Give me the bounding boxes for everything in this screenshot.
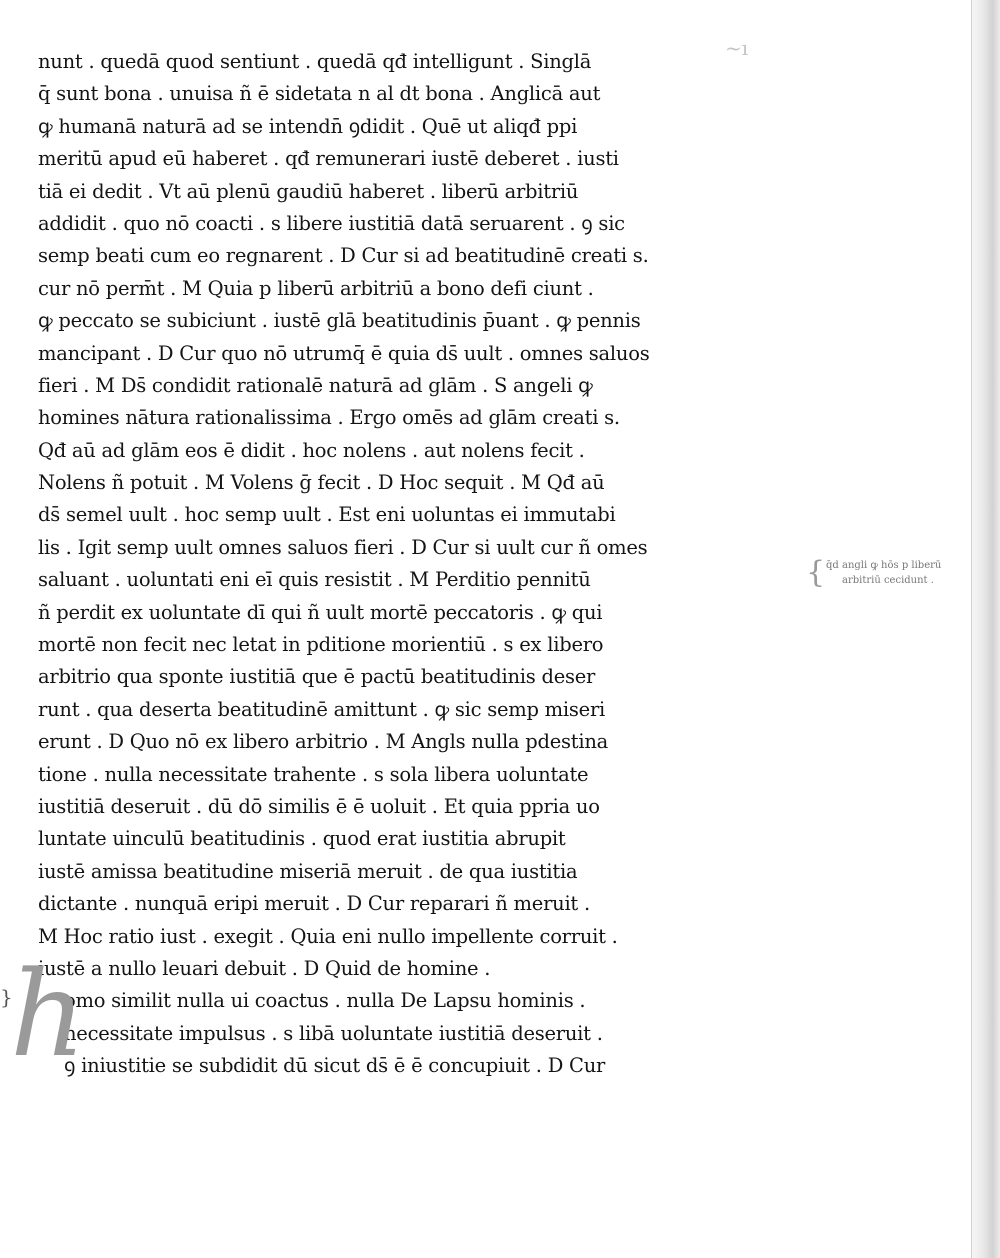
main-text-column bbox=[38, 46, 738, 1083]
manuscript-line: erunt . D Quo nō ex libero arbitrio . M Angls nulla pdestina bbox=[38, 730, 609, 754]
binding-edge bbox=[971, 0, 1000, 1258]
manuscript-line: runt . qua deserta beatitudinē amittunt . ꝙ sic semp miseri bbox=[38, 697, 606, 721]
manuscript-line: iustē amissa beatitudine miseriā meruit . de qua iustitia bbox=[38, 859, 578, 883]
manuscript-line: tiā ei dedit . Vt aū plenū gaudiū haberet . liberū arbitriū bbox=[38, 179, 579, 203]
manuscript-line: mortē non fecit nec letat in pditione morientiū . s ex libero bbox=[38, 633, 604, 657]
manuscript-line: ds̄ semel uult . hoc semp uult . Est eni uoluntas ei immutabi bbox=[38, 503, 616, 527]
manuscript-line: ꝙ peccato se subiciunt . iustē glā beatitudinis p̄uant . ꝙ pennis bbox=[38, 309, 641, 333]
manuscript-line: homines nātura rationalissima . Ergo omēs ad glām creati s. bbox=[38, 406, 620, 430]
top-margin-mark: ~ı bbox=[725, 36, 749, 60]
manuscript-line: necessitate impulsus . s libā uoluntate iustitiā deseruit . bbox=[64, 1021, 603, 1045]
manuscript-line: q̄ sunt bona . unuisa ñ ē sidetata n al dt bona . Anglicā aut bbox=[38, 82, 601, 106]
manuscript-line: fieri . M Ds̄ condidit rationalē naturā ad glām . S angeli ꝙ bbox=[38, 373, 593, 397]
manuscript-line: ñ perdit ex uoluntate dī qui ñ uult mortē peccatoris . ꝙ qui bbox=[38, 600, 603, 624]
manuscript-line: luntate uinculū beatitudinis . quod erat iustitia abrupit bbox=[38, 827, 566, 851]
manuscript-line: Nolens ñ potuit . M Volens ḡ fecit . D Hoc sequit . M Qđ aū bbox=[38, 471, 605, 495]
marginal-bracket: { bbox=[806, 555, 826, 590]
manuscript-line: nunt . quedā quod sentiunt . quedā qđ intelligunt . Singlā bbox=[38, 50, 592, 73]
manuscript-line: mancipant . D Cur quo nō utrumq̄ ē quia ds̄ uult . omnes saluos bbox=[38, 341, 650, 365]
manuscript-line: cur nō perm̄t . M Quia p liberū arbitriū a bono defi ciunt . bbox=[38, 276, 594, 300]
marginal-note-line: arbitriū cecidunt . bbox=[842, 575, 934, 586]
manuscript-line: iustē a nullo leuari debuit . D Quid de homine . bbox=[38, 956, 491, 980]
manuscript-line: lis . Igit semp uult omnes saluos fieri . D Cur si uult cur ñ omes bbox=[38, 535, 648, 559]
manuscript-line: arbitrio qua sponte iustitiā que ē pactū beatitudinis deser bbox=[38, 665, 596, 689]
manuscript-line: dictante . nunquā eripi meruit . D Cur reparari ñ meruit . bbox=[38, 892, 590, 916]
manuscript-line: ꝯ iniustitie se subdidit dū sicut ds̄ ē ē concupiuit . D Cur bbox=[64, 1054, 606, 1078]
manuscript-line: M Hoc ratio iust . exegit . Quia eni nullo impellente corruit . bbox=[38, 924, 618, 948]
manuscript-line: ꝙ humanā naturā ad se intendn̄ ꝯdidit . Quē ut aliqđ ppi̇ bbox=[38, 114, 578, 138]
manuscript-line: omo similit nulla ui coactus . nulla De Lapsu hominis . bbox=[64, 989, 586, 1013]
manuscript-line: Qđ aū ad glām eos ē didit . hoc nolens . aut nolens fecit . bbox=[38, 438, 585, 462]
manuscript-line: semp beati cum eo regnarent . D Cur si ad beatitudinē creati s. bbox=[38, 244, 649, 268]
manuscript-line: meritū apud eū haberet . qđ remunerari iustē deberet . iusti bbox=[38, 147, 619, 171]
left-margin-mark: } bbox=[0, 985, 13, 1009]
manuscript-line: saluant . uoluntati eni eī quis resistit . M Perditio pennitū bbox=[38, 568, 591, 592]
marginal-note-line: q̄d angli ꝙ hōs p liberū bbox=[826, 560, 942, 571]
manuscript-line: addidit . quo nō coacti . s libere iustitiā datā seruarent . ꝯ sic bbox=[38, 211, 625, 235]
marginal-note bbox=[826, 558, 996, 588]
manuscript-line: tione . nulla necessitate trahente . s sola libera uoluntate bbox=[38, 762, 589, 786]
manuscript-line: iustitiā deseruit . dū dō similis ē ē uoluit . Et quia ppria uo bbox=[38, 794, 600, 818]
decorated-initial-letter: h bbox=[10, 945, 86, 1083]
